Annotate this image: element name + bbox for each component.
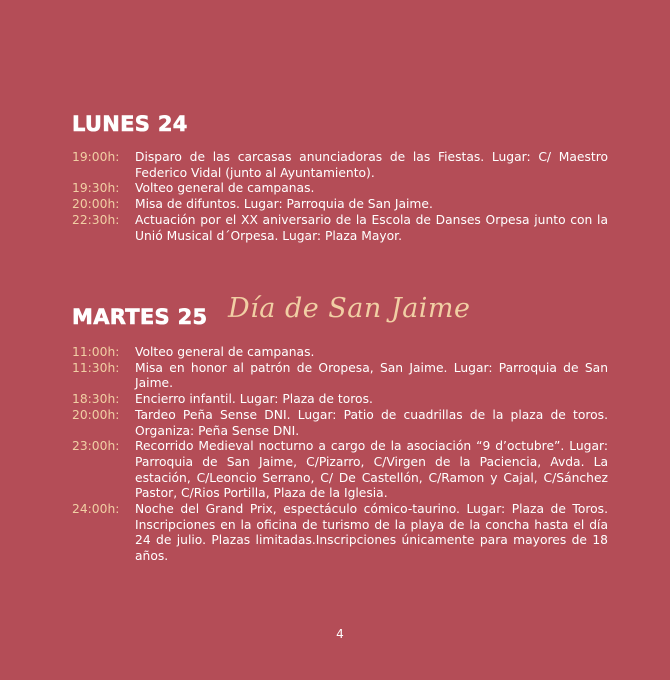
day-title: LUNES 24 — [72, 112, 188, 136]
event-time: 24:00h: — [72, 502, 120, 517]
event-time: 23:00h: — [72, 439, 120, 454]
event-time: 22:30h: — [72, 212, 120, 227]
event-time: 18:30h: — [72, 392, 120, 407]
event-description: Actuación por el XX aniversario de la Escola de Danses Orpesa junto con la Unió Musical d´Orpesa. Lugar: Plaza Mayor. — [135, 212, 608, 243]
section-martes-25 — [72, 293, 608, 565]
day-title: MARTES 25 — [72, 305, 208, 329]
event-item — [72, 408, 608, 439]
day-subtitle: Día de San Jaime — [228, 293, 471, 324]
section-lunes-24 — [72, 111, 608, 244]
event-item — [72, 361, 608, 392]
event-item — [72, 181, 608, 197]
event-time: 19:00h: — [72, 150, 120, 164]
page-number: 4 — [336, 627, 344, 641]
event-description: Volteo general de campanas. — [135, 181, 315, 196]
event-item — [72, 213, 608, 244]
event-time: 20:00h: — [72, 197, 120, 212]
event-description: Tardeo Peña Sense DNI. Lugar: Patio de cuadrillas de la plaza de toros. Organiza: Peña Sense DNI. — [135, 407, 608, 438]
event-time: 11:30h: — [72, 360, 120, 375]
event-description: Encierro infantil. Lugar: Plaza de toros. — [135, 392, 373, 407]
event-description: Misa en honor al patrón de Oropesa, San Jaime. Lugar: Parroquia de San Jaime. — [135, 360, 608, 391]
event-description: Volteo general de campanas. — [135, 345, 315, 359]
event-item — [72, 197, 608, 213]
event-time: 19:30h: — [72, 181, 120, 196]
event-item — [72, 392, 608, 408]
day-heading — [72, 293, 608, 338]
event-item — [72, 439, 608, 502]
event-item — [72, 150, 608, 181]
day-heading — [72, 111, 608, 145]
event-item — [72, 345, 608, 361]
event-time: 20:00h: — [72, 407, 120, 422]
event-description: Recorrido Medieval nocturno a cargo de la asociación “9 d’octubre”. Lugar: Parroquia de San Jaime, C/Pizarro, C/Virgen de la Paciencia, Avda. La estación, C/Leoncio Serrano, C/ De Castellón, C/Ramon y Cajal, C/Sánchez Pastor, C/Rios Portilla, Plaza de la Iglesia. — [135, 439, 608, 501]
event-time: 11:00h: — [72, 345, 120, 359]
event-description: Disparo de las carcasas anunciadoras de las Fiestas. Lugar: C/ Maestro Federico Vidal (junto al Ayuntamiento). — [135, 150, 608, 180]
event-description: Misa de difuntos. Lugar: Parroquia de San Jaime. — [135, 197, 433, 212]
event-list — [72, 345, 608, 565]
event-description: Noche del Grand Prix, espectáculo cómico-taurino. Lugar: Plaza de Toros. Inscripciones en la oficina de turismo de la playa de la concha hasta el día 24 de julio. Plazas limitadas.Inscripciones únicamente para mayores de 18 años. — [135, 502, 608, 564]
event-item — [72, 502, 608, 565]
event-list — [72, 150, 608, 244]
